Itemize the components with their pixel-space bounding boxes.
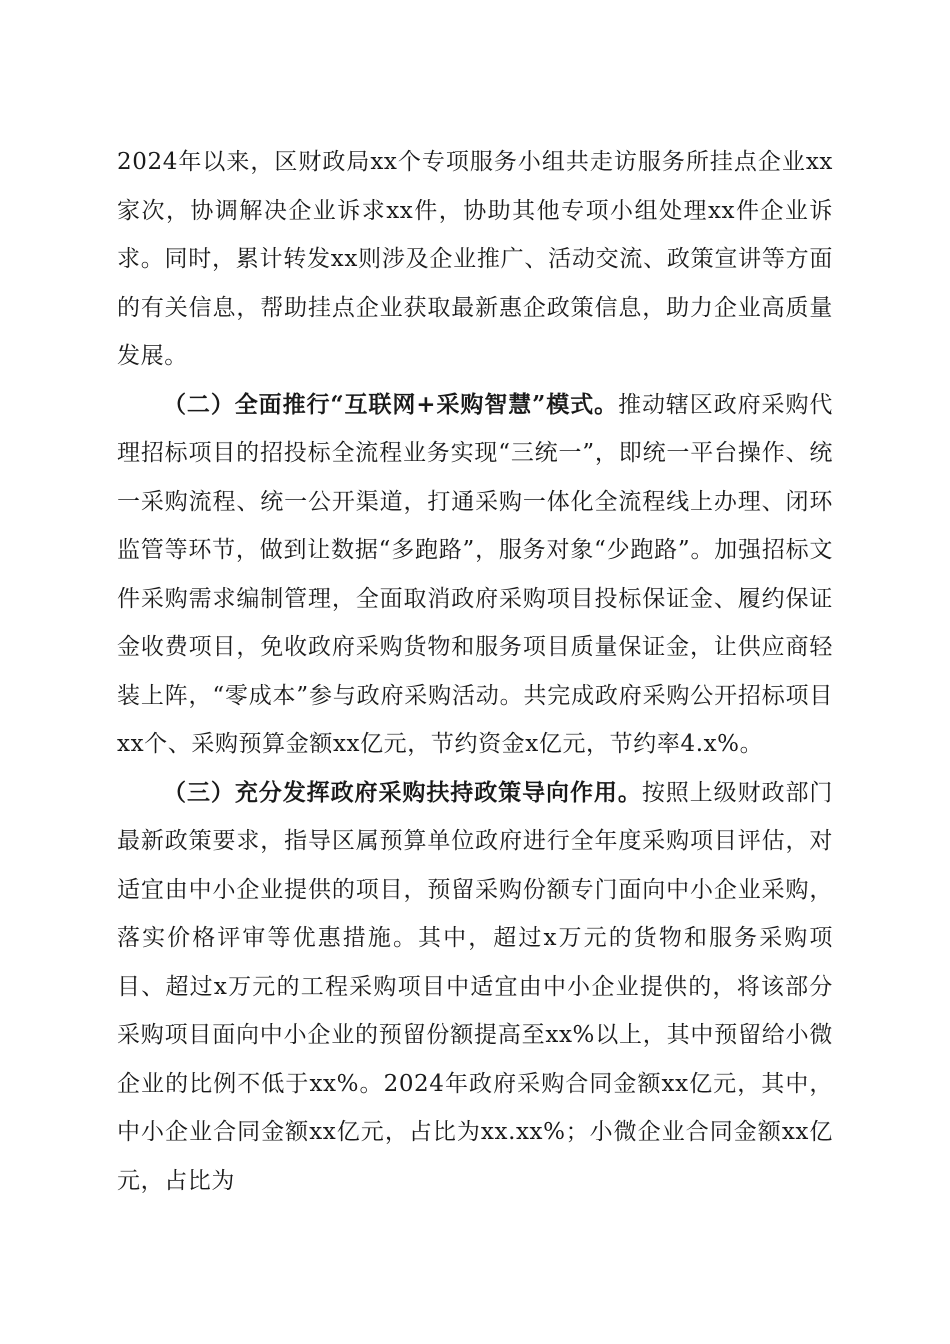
paragraph-enterprise-service bbox=[117, 138, 833, 381]
paragraph-procurement-policy bbox=[117, 769, 833, 1206]
section-heading-2: （二）全面推行“互联网+采购智慧”模式。 bbox=[163, 390, 619, 418]
paragraph-text: 推动辖区政府采购代理招标项目的招投标全流程业务实现“三统一”，即统一平台操作、统一采购流程、统一公开渠道，打通采购一体化全流程线上办理、闭环监管等环节，做到让数据“多跑路”，服务对象“少跑路”。加强招标文件采购需求编制管理，全面取消政府采购项目投标保证金、履约保证金收费项目，免收政府采购货物和服务项目质量保证金，让供应商轻装上阵，“零成本”参与政府采购活动。共完成政府采购公开招标项目xx个、采购预算金额xx亿元，节约资金x亿元，节约率4.x%。 bbox=[117, 391, 833, 757]
section-heading-3: （三）充分发挥政府采购扶持政策导向作用。 bbox=[163, 778, 642, 806]
paragraph-text: 2024年以来，区财政局xx个专项服务小组共走访服务所挂点企业xx家次，协调解决企业诉求xx件，协助其他专项小组处理xx件企业诉求。同时，累计转发xx则涉及企业推广、活动交流、政策宣讲等方面的有关信息，帮助挂点企业获取最新惠企政策信息，助力企业高质量发展。 bbox=[117, 149, 833, 369]
document-body bbox=[117, 138, 833, 1205]
paragraph-internet-procurement bbox=[117, 381, 833, 769]
paragraph-text: 按照上级财政部门最新政策要求，指导区属预算单位政府进行全年度采购项目评估，对适宜由中小企业提供的项目，预留采购份额专门面向中小企业采购，落实价格评审等优惠措施。其中，超过x万元的货物和服务采购项目、超过x万元的工程采购项目中适宜由中小企业提供的，将该部分采购项目面向中小企业的预留份额提高至xx%以上，其中预留给小微企业的比例不低于xx%。2024年政府采购合同金额xx亿元，其中，中小企业合同金额xx亿元，占比为xx.xx%；小微企业合同金额xx亿元，占比为 bbox=[117, 779, 833, 1194]
